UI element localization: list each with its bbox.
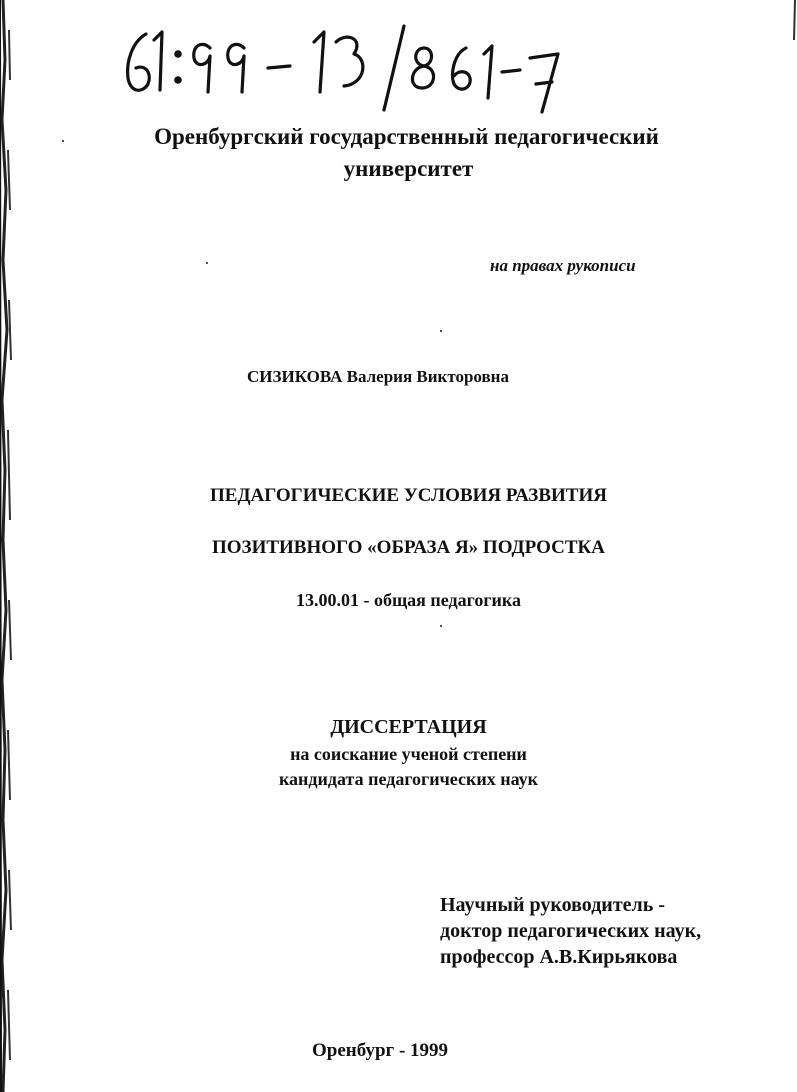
scan-speck xyxy=(440,330,442,332)
degree-line-2: кандидата педагогических наук xyxy=(278,769,539,789)
scan-speck xyxy=(206,262,208,264)
supervisor-line-2: доктор педагогических наук, xyxy=(440,920,702,942)
dissertation-title-line-2: ПОЗИТИВНОГО «ОБРАЗА Я» ПОДРОСТКА xyxy=(211,537,605,558)
dissertation-title-line-1: ПЕДАГОГИЧЕСКИЕ УСЛОВИЯ РАЗВИТИЯ xyxy=(210,485,607,506)
scan-speck xyxy=(440,625,442,627)
specialty-code: 13.00.01 - общая педагогика xyxy=(295,590,522,610)
author-name: СИЗИКОВА Валерия Викторовна xyxy=(247,367,509,386)
manuscript-note: на правах рукописи xyxy=(490,256,636,275)
degree-line-1: на соискание ученой степени xyxy=(290,744,527,764)
supervisor-line-1: Научный руководитель - xyxy=(440,894,665,916)
handwritten-archive-code xyxy=(118,18,578,118)
scan-speck xyxy=(62,140,64,142)
city-and-year: Оренбург - 1999 xyxy=(312,1040,449,1061)
supervisor-line-3: профессор А.В.Кирьякова xyxy=(440,946,678,968)
dissertation-heading: ДИССЕРТАЦИЯ xyxy=(330,716,487,738)
institution-name-line-1: Оренбургский государственный педагогический xyxy=(154,124,659,149)
institution-name-line-2: университет xyxy=(343,156,474,181)
scan-edge-artifact-right xyxy=(791,0,797,40)
